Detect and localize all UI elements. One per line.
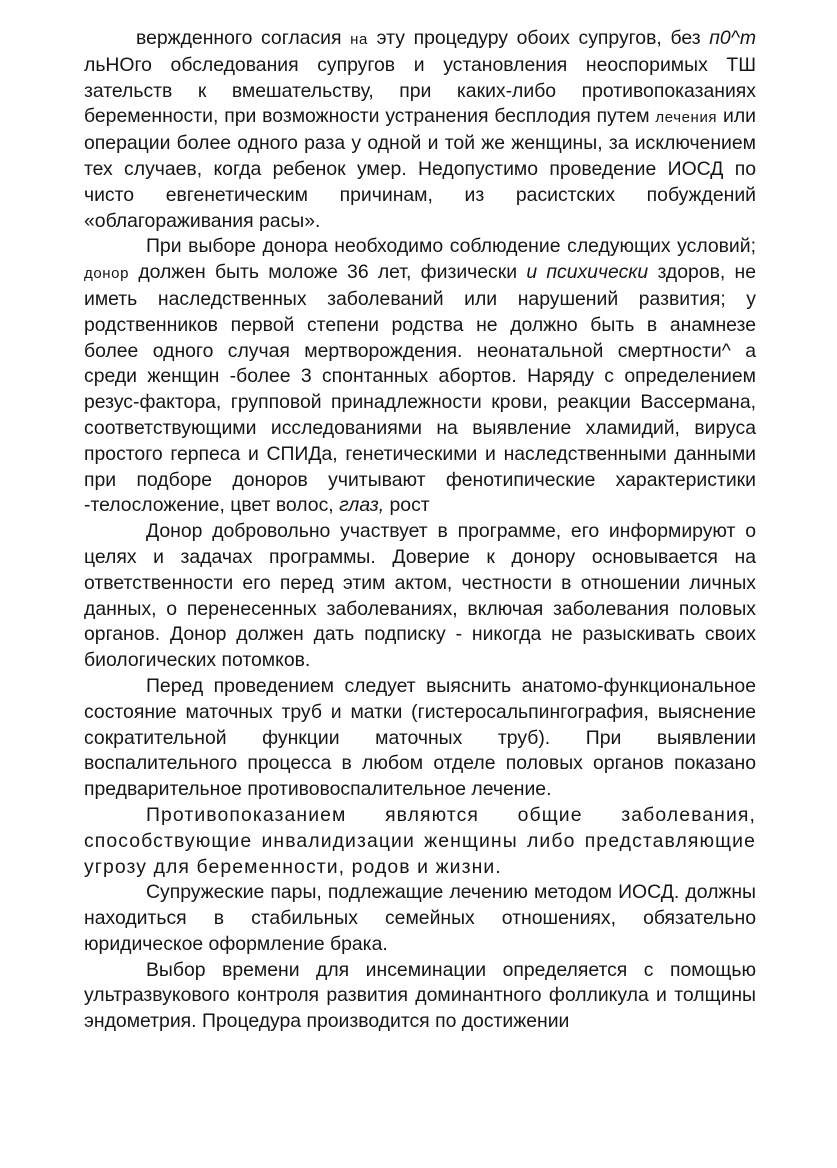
paragraph-text: эту процедуру обоих супругов, без — [368, 27, 710, 49]
paragraph-text: должен быть моложе 36 лет, физически — [129, 261, 527, 284]
paragraph-text: льНОго обследования супругов и установления неоспоримых ТШ зательств к вмешательству, при каких-либо противопоказаниях беременности, при возможности устранения бесплодия путем — [84, 53, 756, 128]
paragraph-consent — [84, 26, 756, 234]
document-page — [84, 26, 756, 1035]
paragraph-donor-voluntary: Донор добровольно участвует в программе, его информируют о целях и задачах программы. Доверие к донору основывается на ответственности его перед этим актом, честности в отношении личных данных, о перенесенных заболеваниях, включая заболевания половых органов. Донор должен дать подписку - никогда не разыскивать своих биологических потомков. — [84, 520, 756, 672]
paragraph-text-small: донор — [84, 265, 130, 283]
paragraph-text-small: на — [350, 31, 368, 48]
paragraph-text: При выборе донора необходимо соблюдение следующих условий; — [146, 235, 756, 258]
paragraph-examination: Перед проведением следует выяснить анатомо-функциональное состояние маточных труб и матки (гистеросальпингография, выяснение сократительной функции маточных труб). При выявлении воспалительного процесса в любом отделе половых органов показано предварительное противовоспалительное лечение. — [84, 674, 756, 801]
paragraph-text-italic: и психически — [526, 261, 649, 284]
paragraph-text: или операции более одного раза у одной и той же женщины, за исключением тех случаев, когда ребенок умер. Недопустимо проведение ИОСД по чисто евгенетическим причинам, из расистских побуждений «облагораживания расы». — [84, 105, 756, 232]
paragraph-text: рост — [384, 494, 430, 517]
paragraph-contraindications: Противопоказанием являются общие заболевания, способствующие инвалидизации женщины либо представляющие угрозу для беременности, родов и жизни. — [84, 803, 756, 878]
paragraph-text-italic: глаз, — [339, 494, 385, 517]
paragraph-text-small: лечения — [655, 109, 718, 127]
paragraph-timing: Выбор времени для инсеминации определяется с помощью ультразвукового контроля развития доминантного фолликула и толщины эндометрия. Процедура производится по достижении — [84, 958, 756, 1033]
paragraph-text: вержденного согласия — [136, 27, 351, 49]
paragraph-text-italic: п0^т — [709, 27, 756, 49]
paragraph-text: здоров, не иметь наследственных заболеваний или нарушений развития; у родственников первой степени родства не должно быть в анамнезе более одного случая мертворождения. неонатальной смертности^ а среди женщин -более 3 спонтанных абортов. Наряду с определением резус-фактора, групповой принадлежности крови, реакции Вассермана, соответствующими исследованиями на выявление хламидий, вируса простого герпеса и СПИДа, генетическими и наследственными данными при подборе доноров учитывают фенотипические характеристики -телосложение, цвет волос, — [84, 261, 756, 517]
paragraph-donor-selection — [84, 234, 756, 519]
paragraph-couples: Супружеские пары, подлежащие лечению методом ИОСД. должны находиться в стабильных семейных отношениях, обязательно юридическое оформление брака. — [84, 881, 756, 955]
